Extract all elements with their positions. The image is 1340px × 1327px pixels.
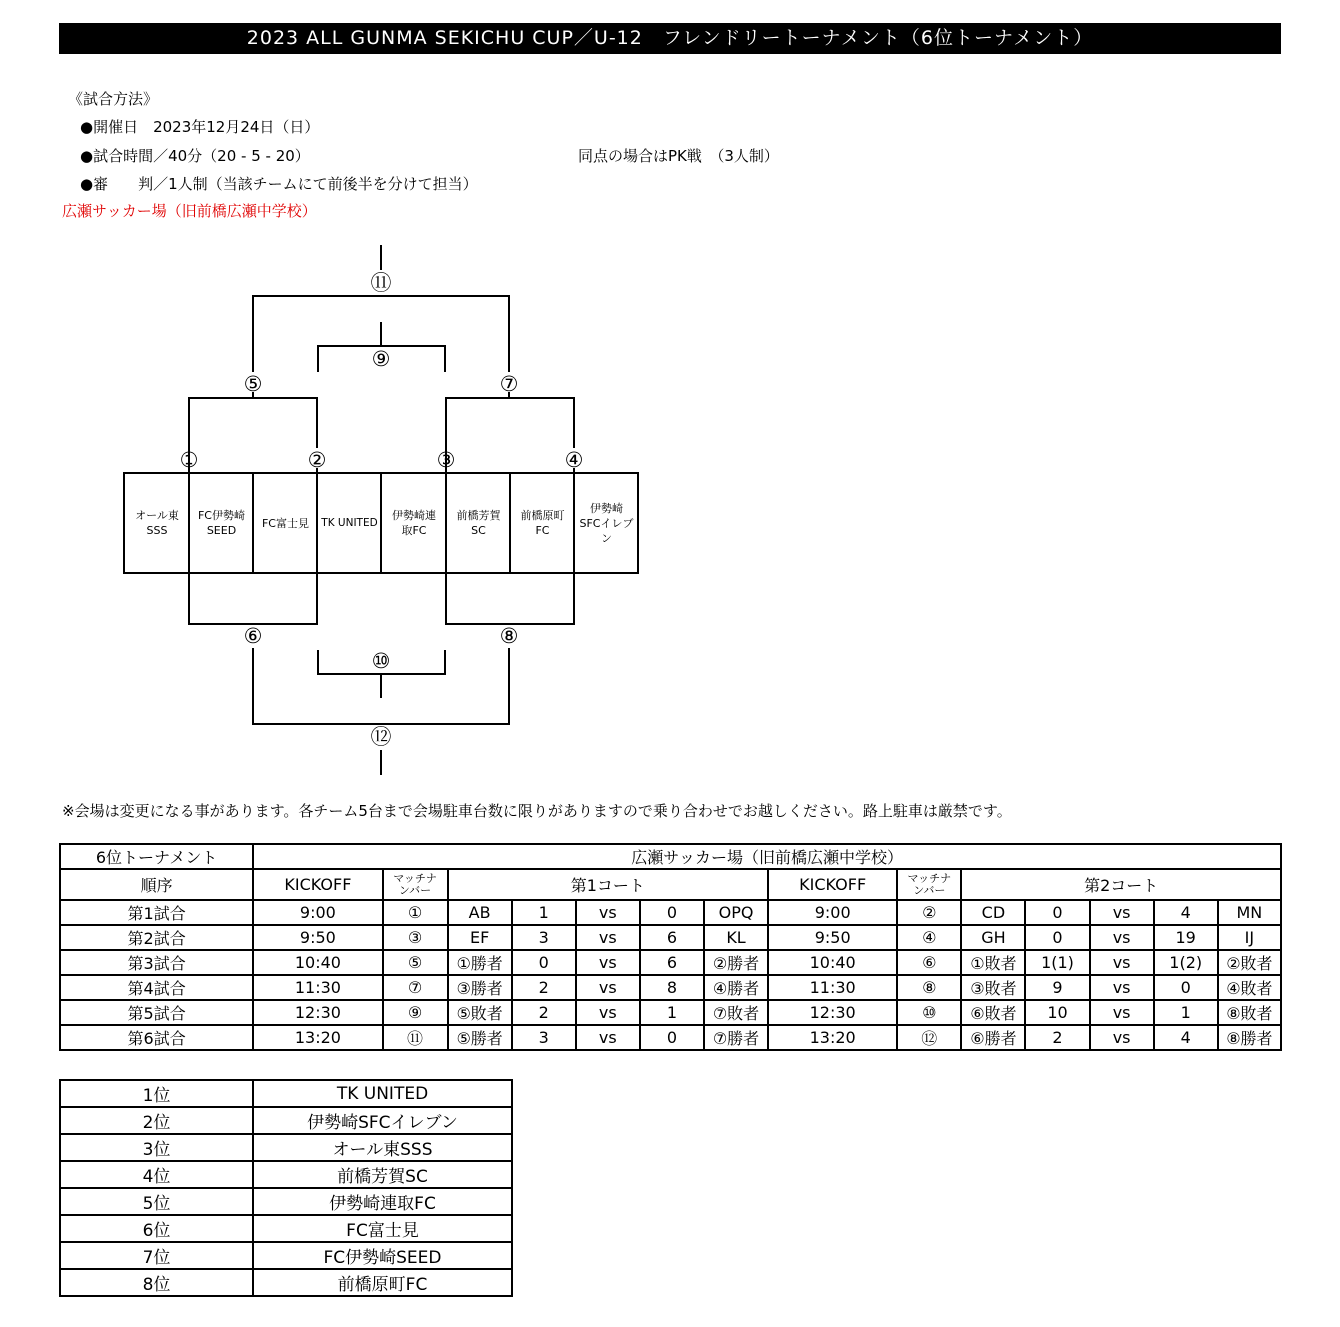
rank-team: 前橋芳賀SC — [253, 1161, 512, 1188]
home-team-1: ⑤敗者 — [448, 1000, 512, 1025]
away-score-2: 1(2) — [1154, 950, 1218, 975]
home-score-2: 10 — [1025, 1000, 1089, 1025]
bracket-team-4 — [318, 473, 381, 573]
match-number-10: ⑩ — [371, 649, 391, 673]
home-score-1: 3 — [512, 1025, 576, 1050]
vs-label-2: vs — [1090, 1000, 1154, 1025]
match-number-1: ⑨ — [383, 1000, 448, 1025]
rank-team: オール東SSS — [253, 1134, 512, 1161]
team-name-line: SC — [471, 524, 486, 537]
home-team-2: ③敗者 — [961, 975, 1025, 1000]
away-team-1: ④勝者 — [704, 975, 768, 1000]
away-score-1: 1 — [640, 1000, 704, 1025]
court1-header: 第1コート — [448, 869, 768, 900]
away-team-2: ②敗者 — [1218, 950, 1281, 975]
home-team-2: ⑥勝者 — [961, 1025, 1025, 1050]
ranking-row — [60, 1242, 512, 1269]
court2-header: 第2コート — [961, 869, 1281, 900]
match-number-5: ⑤ — [243, 372, 263, 396]
away-score-1: 0 — [640, 1025, 704, 1050]
rank-position: 1位 — [60, 1080, 253, 1107]
vs-label-2: vs — [1090, 925, 1154, 950]
home-team-2: CD — [961, 900, 1025, 925]
schedule-row — [60, 900, 1281, 925]
team-name-line: SEED — [206, 524, 237, 537]
rank-team: 前橋原町FC — [253, 1269, 512, 1296]
schedule-venue-row — [60, 844, 1281, 869]
match-number-3: ③ — [436, 448, 456, 472]
rank-position: 2位 — [60, 1107, 253, 1134]
game-order: 第1試合 — [60, 900, 253, 925]
match-number-4: ④ — [564, 448, 584, 472]
kickoff-time-1: 13:20 — [253, 1025, 382, 1050]
kickoff-time-1: 9:00 — [253, 900, 382, 925]
kickoff-header-2: KICKOFF — [768, 869, 897, 900]
ranking-row — [60, 1161, 512, 1188]
match-number-2: ⑩ — [897, 1000, 961, 1025]
home-team-2: ⑥敗者 — [961, 1000, 1025, 1025]
vs-label-1: vs — [576, 925, 640, 950]
kickoff-time-2: 13:20 — [768, 1025, 897, 1050]
kickoff-time-2: 11:30 — [768, 975, 897, 1000]
vs-label-1: vs — [576, 950, 640, 975]
schedule-table — [59, 843, 1282, 1051]
schedule-header-row — [60, 869, 1281, 900]
team-name-line: 伊勢崎 — [590, 501, 623, 515]
bracket-team-6 — [447, 473, 510, 573]
tournament-label: 6位トーナメント — [60, 844, 253, 869]
rank-team: FC伊勢崎SEED — [253, 1242, 512, 1269]
vs-label-2: vs — [1090, 1025, 1154, 1050]
away-team-2: IJ — [1218, 925, 1281, 950]
match-number-9: ⑨ — [371, 347, 391, 371]
match-number-8: ⑧ — [499, 624, 519, 648]
vs-label-1: vs — [576, 975, 640, 1000]
away-score-2: 4 — [1154, 900, 1218, 925]
away-score-2: 0 — [1154, 975, 1218, 1000]
team-name-line: 前橋原町 — [520, 509, 565, 522]
vs-label-1: vs — [576, 1000, 640, 1025]
team-name-line: FC富士見 — [261, 516, 309, 530]
kickoff-time-2: 9:50 — [768, 925, 897, 950]
away-score-1: 6 — [640, 925, 704, 950]
game-order: 第4試合 — [60, 975, 253, 1000]
rank-position: 6位 — [60, 1215, 253, 1242]
bracket-team-5 — [382, 473, 446, 573]
pk-rule: 同点の場合はPK戦 （3人制） — [578, 147, 779, 165]
ranking-row — [60, 1107, 512, 1134]
team-name-line: ン — [601, 531, 612, 545]
away-team-2: MN — [1218, 900, 1281, 925]
vs-label-2: vs — [1090, 950, 1154, 975]
home-score-2: 9 — [1025, 975, 1089, 1000]
home-score-2: 0 — [1025, 900, 1089, 925]
game-order: 第5試合 — [60, 1000, 253, 1025]
home-score-1: 2 — [512, 975, 576, 1000]
away-score-2: 19 — [1154, 925, 1218, 950]
venue-name: 広瀬サッカー場（旧前橋広瀬中学校） — [62, 202, 317, 220]
team-name-line: SFCイレブ — [579, 516, 634, 530]
home-score-1: 0 — [512, 950, 576, 975]
rank-position: 3位 — [60, 1134, 253, 1161]
match-number-2: ⑧ — [897, 975, 961, 1000]
home-score-1: 2 — [512, 1000, 576, 1025]
away-score-1: 8 — [640, 975, 704, 1000]
rank-position: 7位 — [60, 1242, 253, 1269]
kickoff-time-1: 10:40 — [253, 950, 382, 975]
match-number-12: ⑫ — [370, 725, 392, 749]
away-team-2: ④敗者 — [1218, 975, 1281, 1000]
rank-team: 伊勢崎連取FC — [253, 1188, 512, 1215]
away-team-1: OPQ — [704, 900, 768, 925]
rank-position: 5位 — [60, 1188, 253, 1215]
home-score-2: 2 — [1025, 1025, 1089, 1050]
away-team-1: ②勝者 — [704, 950, 768, 975]
schedule-row — [60, 1000, 1281, 1025]
match-number-2: ⑥ — [897, 950, 961, 975]
order-header: 順序 — [60, 869, 253, 900]
team-name-line: FC伊勢崎 — [197, 509, 245, 522]
bracket-team-3 — [254, 473, 317, 573]
header-line: ンバー — [913, 883, 946, 897]
parking-note: ※会場は変更になる事があります。各チーム5台まで会場駐車台数に限りがありますので乗り合わせでお越しください。路上駐車は厳禁です。 — [62, 802, 1012, 820]
game-order: 第6試合 — [60, 1025, 253, 1050]
ranking-row — [60, 1188, 512, 1215]
kickoff-time-2: 12:30 — [768, 1000, 897, 1025]
home-score-2: 1(1) — [1025, 950, 1089, 975]
home-score-1: 3 — [512, 925, 576, 950]
rank-team: FC富士見 — [253, 1215, 512, 1242]
method-heading: 《試合方法》 — [68, 90, 159, 108]
match-no-header-2 — [897, 869, 961, 900]
team-name-line: 伊勢崎連 — [392, 509, 436, 522]
kickoff-header-1: KICKOFF — [253, 869, 382, 900]
event-date: ●開催日 2023年12月24日（日） — [80, 118, 320, 136]
game-order: 第3試合 — [60, 950, 253, 975]
away-team-2: ⑧勝者 — [1218, 1025, 1281, 1050]
home-score-2: 0 — [1025, 925, 1089, 950]
game-order: 第2試合 — [60, 925, 253, 950]
match-number-1: ① — [179, 448, 199, 472]
header-line: マッチナ — [393, 871, 437, 885]
home-team-1: ①勝者 — [448, 950, 512, 975]
away-team-1: KL — [704, 925, 768, 950]
schedule-row — [60, 950, 1281, 975]
bracket-team-8 — [575, 473, 638, 573]
kickoff-time-2: 10:40 — [768, 950, 897, 975]
schedule-row — [60, 925, 1281, 950]
team-name-line: FC — [535, 524, 550, 537]
home-score-1: 1 — [512, 900, 576, 925]
kickoff-time-1: 12:30 — [253, 1000, 382, 1025]
away-team-1: ⑦勝者 — [704, 1025, 768, 1050]
home-team-1: ⑤勝者 — [448, 1025, 512, 1050]
ranking-row — [60, 1080, 512, 1107]
home-team-1: AB — [448, 900, 512, 925]
match-number-1: ⑪ — [383, 1025, 448, 1050]
away-score-1: 0 — [640, 900, 704, 925]
team-name-line: 前橋芳賀 — [456, 509, 501, 522]
schedule-row — [60, 1025, 1281, 1050]
rank-team: TK UNITED — [253, 1080, 512, 1107]
away-score-2: 4 — [1154, 1025, 1218, 1050]
referee-rule: ●審 判／1人制（当該チームにて前後半を分けて担当） — [80, 175, 478, 193]
team-name-line: 取FC — [401, 524, 427, 537]
schedule-row — [60, 975, 1281, 1000]
rank-position: 4位 — [60, 1161, 253, 1188]
match-number-1: ⑦ — [383, 975, 448, 1000]
header-line: マッチナ — [907, 871, 952, 885]
match-number-2: ④ — [897, 925, 961, 950]
away-score-1: 6 — [640, 950, 704, 975]
match-no-header-1 — [383, 869, 448, 900]
rank-team: 伊勢崎SFCイレブン — [253, 1107, 512, 1134]
match-number-2: ② — [897, 900, 961, 925]
schedule-venue: 広瀬サッカー場（旧前橋広瀬中学校） — [253, 844, 1281, 869]
ranking-row — [60, 1215, 512, 1242]
rank-position: 8位 — [60, 1269, 253, 1296]
ranking-table — [59, 1079, 513, 1297]
home-team-2: GH — [961, 925, 1025, 950]
kickoff-time-1: 11:30 — [253, 975, 382, 1000]
match-number-1: ③ — [383, 925, 448, 950]
team-name-line: SSS — [146, 524, 168, 537]
match-number-6: ⑥ — [243, 624, 263, 648]
vs-label-2: vs — [1090, 975, 1154, 1000]
bracket-team-1 — [125, 473, 189, 573]
bracket-team-7 — [511, 473, 574, 573]
team-name-line: オール東 — [135, 509, 179, 522]
kickoff-time-2: 9:00 — [768, 900, 897, 925]
vs-label-1: vs — [576, 900, 640, 925]
match-number-2: ⑫ — [897, 1025, 961, 1050]
vs-label-1: vs — [576, 1025, 640, 1050]
kickoff-time-1: 9:50 — [253, 925, 382, 950]
header-line: ンバー — [398, 883, 432, 897]
ranking-row — [60, 1134, 512, 1161]
home-team-2: ①敗者 — [961, 950, 1025, 975]
match-number-1: ① — [383, 900, 448, 925]
match-number-7: ⑦ — [499, 372, 519, 396]
away-team-1: ⑦敗者 — [704, 1000, 768, 1025]
away-team-2: ⑧敗者 — [1218, 1000, 1281, 1025]
away-score-2: 1 — [1154, 1000, 1218, 1025]
bracket-team-2 — [190, 473, 253, 573]
team-name-line: TK UNITED — [321, 516, 378, 529]
vs-label-2: vs — [1090, 900, 1154, 925]
match-number-11: ⑪ — [370, 271, 392, 295]
page-title: 2023 ALL GUNMA SEKICHU CUP／U-12 フレンドリートーナメント（6位トーナメント） — [59, 23, 1281, 54]
match-number-1: ⑤ — [383, 950, 448, 975]
ranking-row — [60, 1269, 512, 1296]
match-time: ●試合時間／40分（20 - 5 - 20） — [80, 147, 310, 165]
home-team-1: ③勝者 — [448, 975, 512, 1000]
home-team-1: EF — [448, 925, 512, 950]
match-number-2: ② — [307, 448, 327, 472]
